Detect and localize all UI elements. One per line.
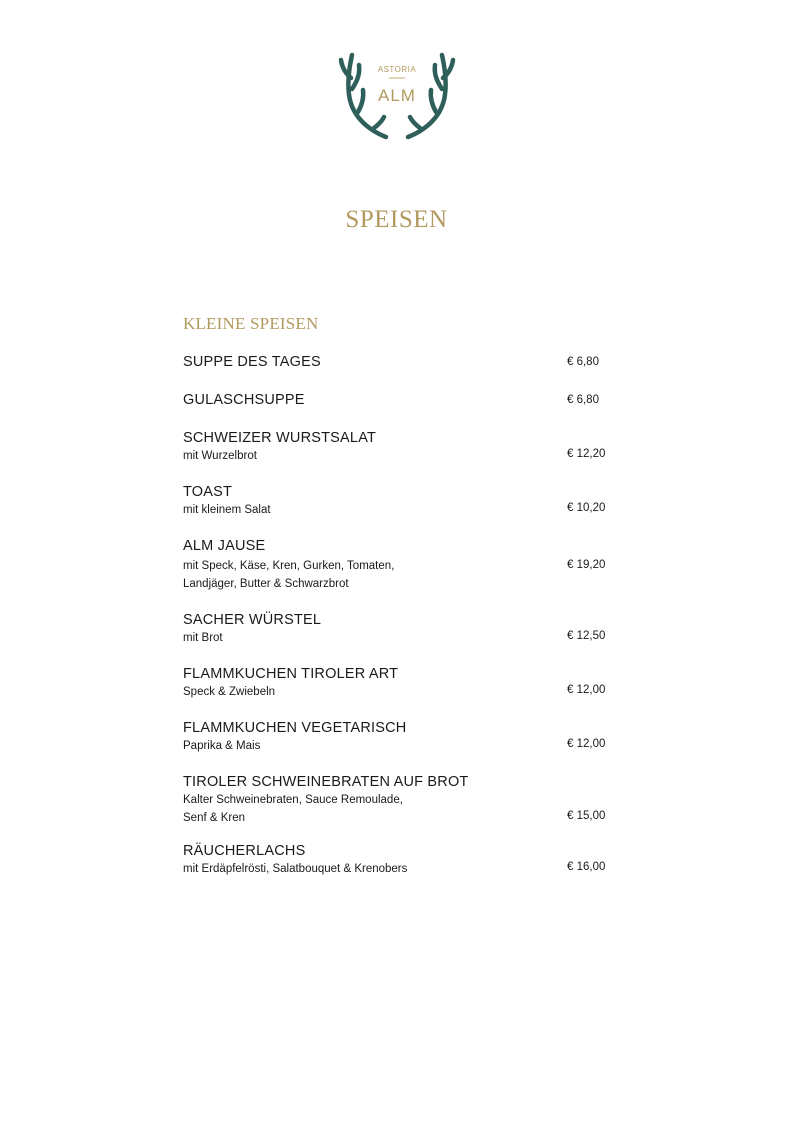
item-price: € 15,00: [567, 810, 606, 822]
item-description: Kalter Schweinebraten, Sauce Remoulade,: [183, 794, 403, 806]
item-price: € 10,20: [567, 502, 606, 514]
logo: [338, 45, 456, 143]
item-description: mit Speck, Käse, Kren, Gurken, Tomaten,: [183, 560, 395, 572]
item-name: SACHER WÜRSTEL: [183, 612, 322, 628]
item-name: ALM JAUSE: [183, 538, 266, 554]
section-heading: KLEINE SPEISEN: [183, 314, 319, 333]
menu-item: [183, 665, 613, 701]
item-description: mit Brot: [183, 632, 223, 644]
antler-icon: [338, 45, 456, 143]
item-price: € 12,00: [567, 738, 606, 750]
item-name: SUPPE DES TAGES: [183, 354, 321, 370]
item-name: GULASCHSUPPE: [183, 392, 305, 408]
logo-line1: ASTORIA: [377, 65, 417, 74]
item-name: RÄUCHERLACHS: [183, 843, 306, 859]
menu-item: [183, 773, 613, 827]
item-description: mit kleinem Salat: [183, 504, 271, 516]
item-price: € 6,80: [567, 356, 599, 368]
item-description: Speck & Zwiebeln: [183, 686, 276, 698]
item-price: € 12,50: [567, 630, 606, 642]
item-price: € 12,20: [567, 448, 606, 460]
item-price: € 16,00: [567, 861, 606, 873]
menu-item: [183, 719, 613, 755]
item-description: Senf & Kren: [183, 812, 246, 824]
menu-item: [183, 483, 613, 519]
menu-item: [183, 353, 613, 371]
item-name: TIROLER SCHWEINEBRATEN AUF BROT: [183, 774, 469, 790]
item-name: TOAST: [183, 484, 233, 500]
menu-item: [183, 611, 613, 647]
menu-item: [183, 429, 613, 465]
item-name: SCHWEIZER WURSTSALAT: [183, 430, 377, 446]
item-price: € 6,80: [567, 394, 599, 406]
menu-item: [183, 842, 613, 878]
page-title: SPEISEN: [345, 206, 448, 233]
item-description: mit Wurzelbrot: [183, 450, 257, 462]
item-name: FLAMMKUCHEN VEGETARISCH: [183, 720, 407, 736]
item-price: € 12,00: [567, 684, 606, 696]
item-description: Paprika & Mais: [183, 740, 261, 752]
item-price: € 19,20: [567, 559, 606, 571]
menu-item: [183, 391, 613, 409]
logo-line2: ALM: [378, 86, 416, 105]
item-description: mit Erdäpfelrösti, Salatbouquet & Krenobers: [183, 863, 408, 875]
menu-item: [183, 537, 613, 593]
item-name: FLAMMKUCHEN TIROLER ART: [183, 666, 399, 682]
item-description: Landjäger, Butter & Schwarzbrot: [183, 578, 349, 590]
